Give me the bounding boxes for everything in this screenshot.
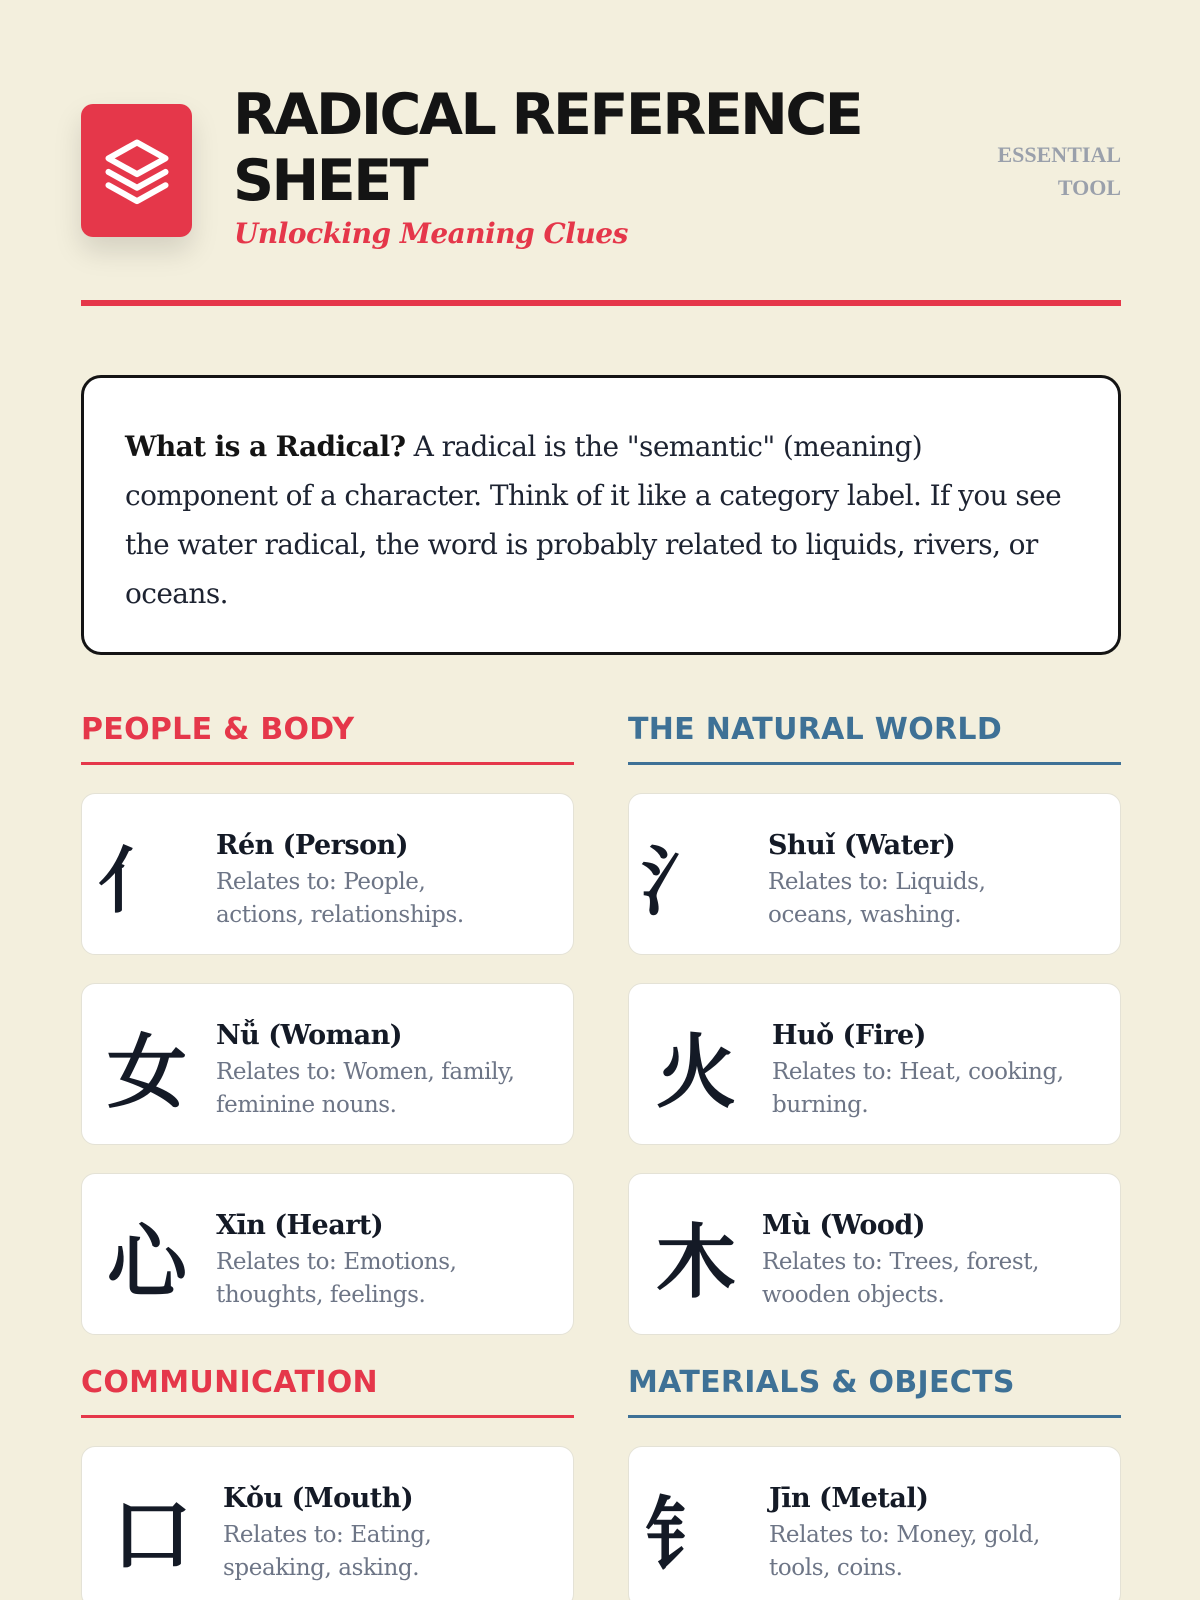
intro-box (81, 375, 1121, 655)
radical-description: Relates to: Women, family, feminine nouns. (216, 1059, 515, 1118)
stacked-layers-icon (99, 133, 175, 209)
header-divider (81, 300, 1121, 306)
radical-glyph: 心 (107, 1215, 187, 1309)
radical-card-kou (81, 1446, 574, 1600)
radical-name: Huǒ (Fire) (772, 1020, 926, 1051)
radical-card-ren (81, 793, 574, 955)
radical-card-shui (628, 793, 1121, 955)
radical-glyph: 氵 (641, 836, 717, 926)
radical-name: Jīn (Metal) (769, 1483, 929, 1514)
radical-name: Rén (Person) (216, 830, 409, 861)
page-subtitle: Unlocking Meaning Clues (234, 217, 628, 250)
section-divider (628, 1415, 1121, 1418)
radical-description: Relates to: Emotions, thoughts, feelings. (216, 1249, 457, 1308)
intro-text: A radical is the "semantic" (meaning) component of a character. Think of it like a category label. If you see the water radical, the word is probably related to liquids, rivers, or oceans. (125, 430, 1062, 610)
radical-description: Relates to: People, actions, relationships. (216, 869, 464, 928)
radical-description: Relates to: Money, gold, tools, coins. (769, 1522, 1040, 1581)
intro-lead: What is a Radical? (125, 430, 406, 463)
radical-description: Relates to: Liquids, oceans, washing. (768, 869, 986, 928)
radical-name: Xīn (Heart) (216, 1210, 384, 1241)
intro-paragraph (125, 422, 1078, 618)
radical-glyph: 亻 (98, 839, 171, 923)
radical-glyph: 火 (656, 1025, 736, 1119)
radical-glyph: 女 (107, 1025, 187, 1119)
radical-glyph: 口 (112, 1488, 192, 1582)
section-divider (81, 762, 574, 765)
reference-sheet (81, 0, 1121, 1600)
section-title-communication: COMMUNICATION (81, 1365, 378, 1400)
radical-description: Relates to: Heat, cooking, burning. (772, 1059, 1064, 1118)
radical-name: Shuǐ (Water) (768, 830, 956, 861)
radical-card-huo (628, 983, 1121, 1145)
radical-card-jin (628, 1446, 1121, 1600)
section-title-materials-objects: MATERIALS & OBJECTS (628, 1365, 1015, 1400)
page-title: RADICAL REFERENCE SHEET (233, 82, 862, 214)
radical-card-xin (81, 1173, 574, 1335)
radical-description: Relates to: Eating, speaking, asking. (223, 1522, 432, 1581)
essential-tool-tag: ESSENTIAL TOOL (997, 142, 1121, 200)
radical-glyph: 钅 (645, 1488, 725, 1582)
radical-description: Relates to: Trees, forest, wooden objects. (762, 1249, 1040, 1308)
section-title-people-body: PEOPLE & BODY (81, 712, 355, 747)
section-divider (81, 1415, 574, 1418)
radical-card-nu (81, 983, 574, 1145)
radical-glyph: 木 (656, 1215, 736, 1309)
radical-name: Nǚ (Woman) (216, 1020, 403, 1051)
radical-name: Mù (Wood) (762, 1210, 925, 1241)
radical-name: Kǒu (Mouth) (223, 1483, 414, 1514)
radical-card-mu (628, 1173, 1121, 1335)
section-title-natural-world: THE NATURAL WORLD (628, 712, 1003, 747)
logo (81, 104, 192, 237)
section-divider (628, 762, 1121, 765)
